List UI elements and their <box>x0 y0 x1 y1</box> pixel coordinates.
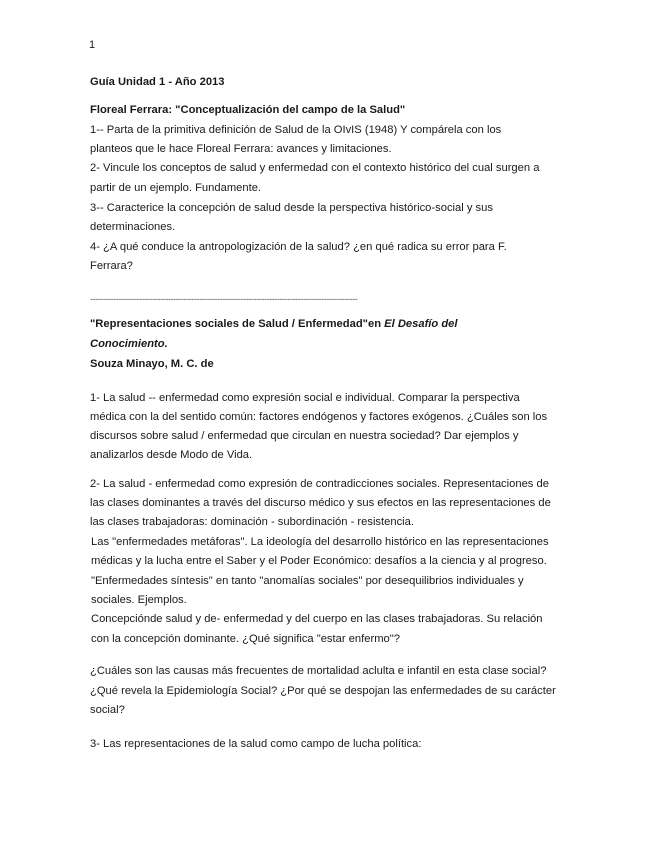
p2-line: 2- La salud - enfermedad como expresión de contradicciones sociales. Representaciones de <box>90 478 549 490</box>
section2-author: Souza Minayo, M. C. de <box>90 358 214 370</box>
document-title: Guía Unidad 1 - Año 2013 <box>90 76 225 88</box>
section2-heading-book: El Desafío del <box>384 318 458 330</box>
p2-line: Concepciónde salud y de- enfermedad y del cuerpo en las clases trabajadoras. Su relación <box>91 613 543 625</box>
p2-line: con la concepción dominante. ¿Qué significa "estar enfermo"? <box>91 633 400 645</box>
section1-line: 2- Vincule los conceptos de salud y enfermedad con el contexto histórico del cual surgen a <box>90 162 540 174</box>
section1-line: 1-- Parta de la primitiva definición de Salud de la OIvIS (1948) Y compárela con los <box>90 124 502 136</box>
p4-line: 3- Las representaciones de la salud como campo de lucha política: <box>90 738 422 750</box>
section2-heading-book-cont: Conocimiento. <box>90 338 168 350</box>
p1-line: discursos sobre salud / enfermedad que circulan en nuestra sociedad? Dar ejemplos y <box>90 430 519 442</box>
p1-line: 1- La salud -- enfermedad como expresión social e individual. Comparar la perspectiva <box>90 392 520 404</box>
section1-heading: Floreal Ferrara: "Conceptualización del campo de la Salud" <box>90 104 406 116</box>
section1-line: determinaciones. <box>90 221 176 233</box>
section1-line: 3-- Caracterice la concepción de salud desde la perspectiva histórico-social y sus <box>90 202 493 214</box>
section1-line: partir de un ejemplo. Fundamente. <box>90 182 262 194</box>
p2-line: médicas y la lucha entre el Saber y el Poder Económico: desafíos a la ciencia y al progreso. <box>91 555 547 567</box>
p2-line: Las "enfermedades metáforas". La ideología del desarrollo histórico en las representaciones <box>91 536 549 548</box>
section1-line: Ferrara? <box>90 260 133 272</box>
p2-line: sociales. Ejemplos. <box>91 594 187 606</box>
section1-line: planteos que le hace Floreal Ferrara: avances y limitaciones. <box>90 143 392 155</box>
p1-line: analizarlos desde Modo de Vida. <box>90 449 253 461</box>
section2-heading-title: "Representaciones sociales de Salud / Enfermedad"en <box>90 318 385 330</box>
section2-heading <box>90 317 458 331</box>
p1-line: médica con la del sentido común: factores endógenos y factores exógenos. ¿Cuáles son los <box>90 411 548 423</box>
p2-line: "Enfermedades síntesis" en tanto "anomalías sociales" por desequilibrios individuales y <box>91 575 524 587</box>
separator-line: ------------------------------------------------------------------------------------------------------- <box>90 294 358 304</box>
page-number: 1 <box>89 39 96 51</box>
p3-line: ¿Qué revela la Epidemiología Social? ¿Por qué se despojan las enfermedades de su carácter <box>90 685 556 697</box>
section1-line: 4- ¿A qué conduce la antropologización de la salud? ¿en qué radica su error para F. <box>90 241 507 253</box>
p2-line: las clases trabajadoras: dominación - subordinación - resistencia. <box>90 516 414 528</box>
p3-line: social? <box>90 704 125 716</box>
p2-line: las clases dominantes a través del discurso médico y sus efectos en las representaciones de <box>90 497 551 509</box>
p3-line: ¿Cuáles son las causas más frecuentes de mortalidad aclulta e infantil en esta clase social? <box>90 665 547 677</box>
